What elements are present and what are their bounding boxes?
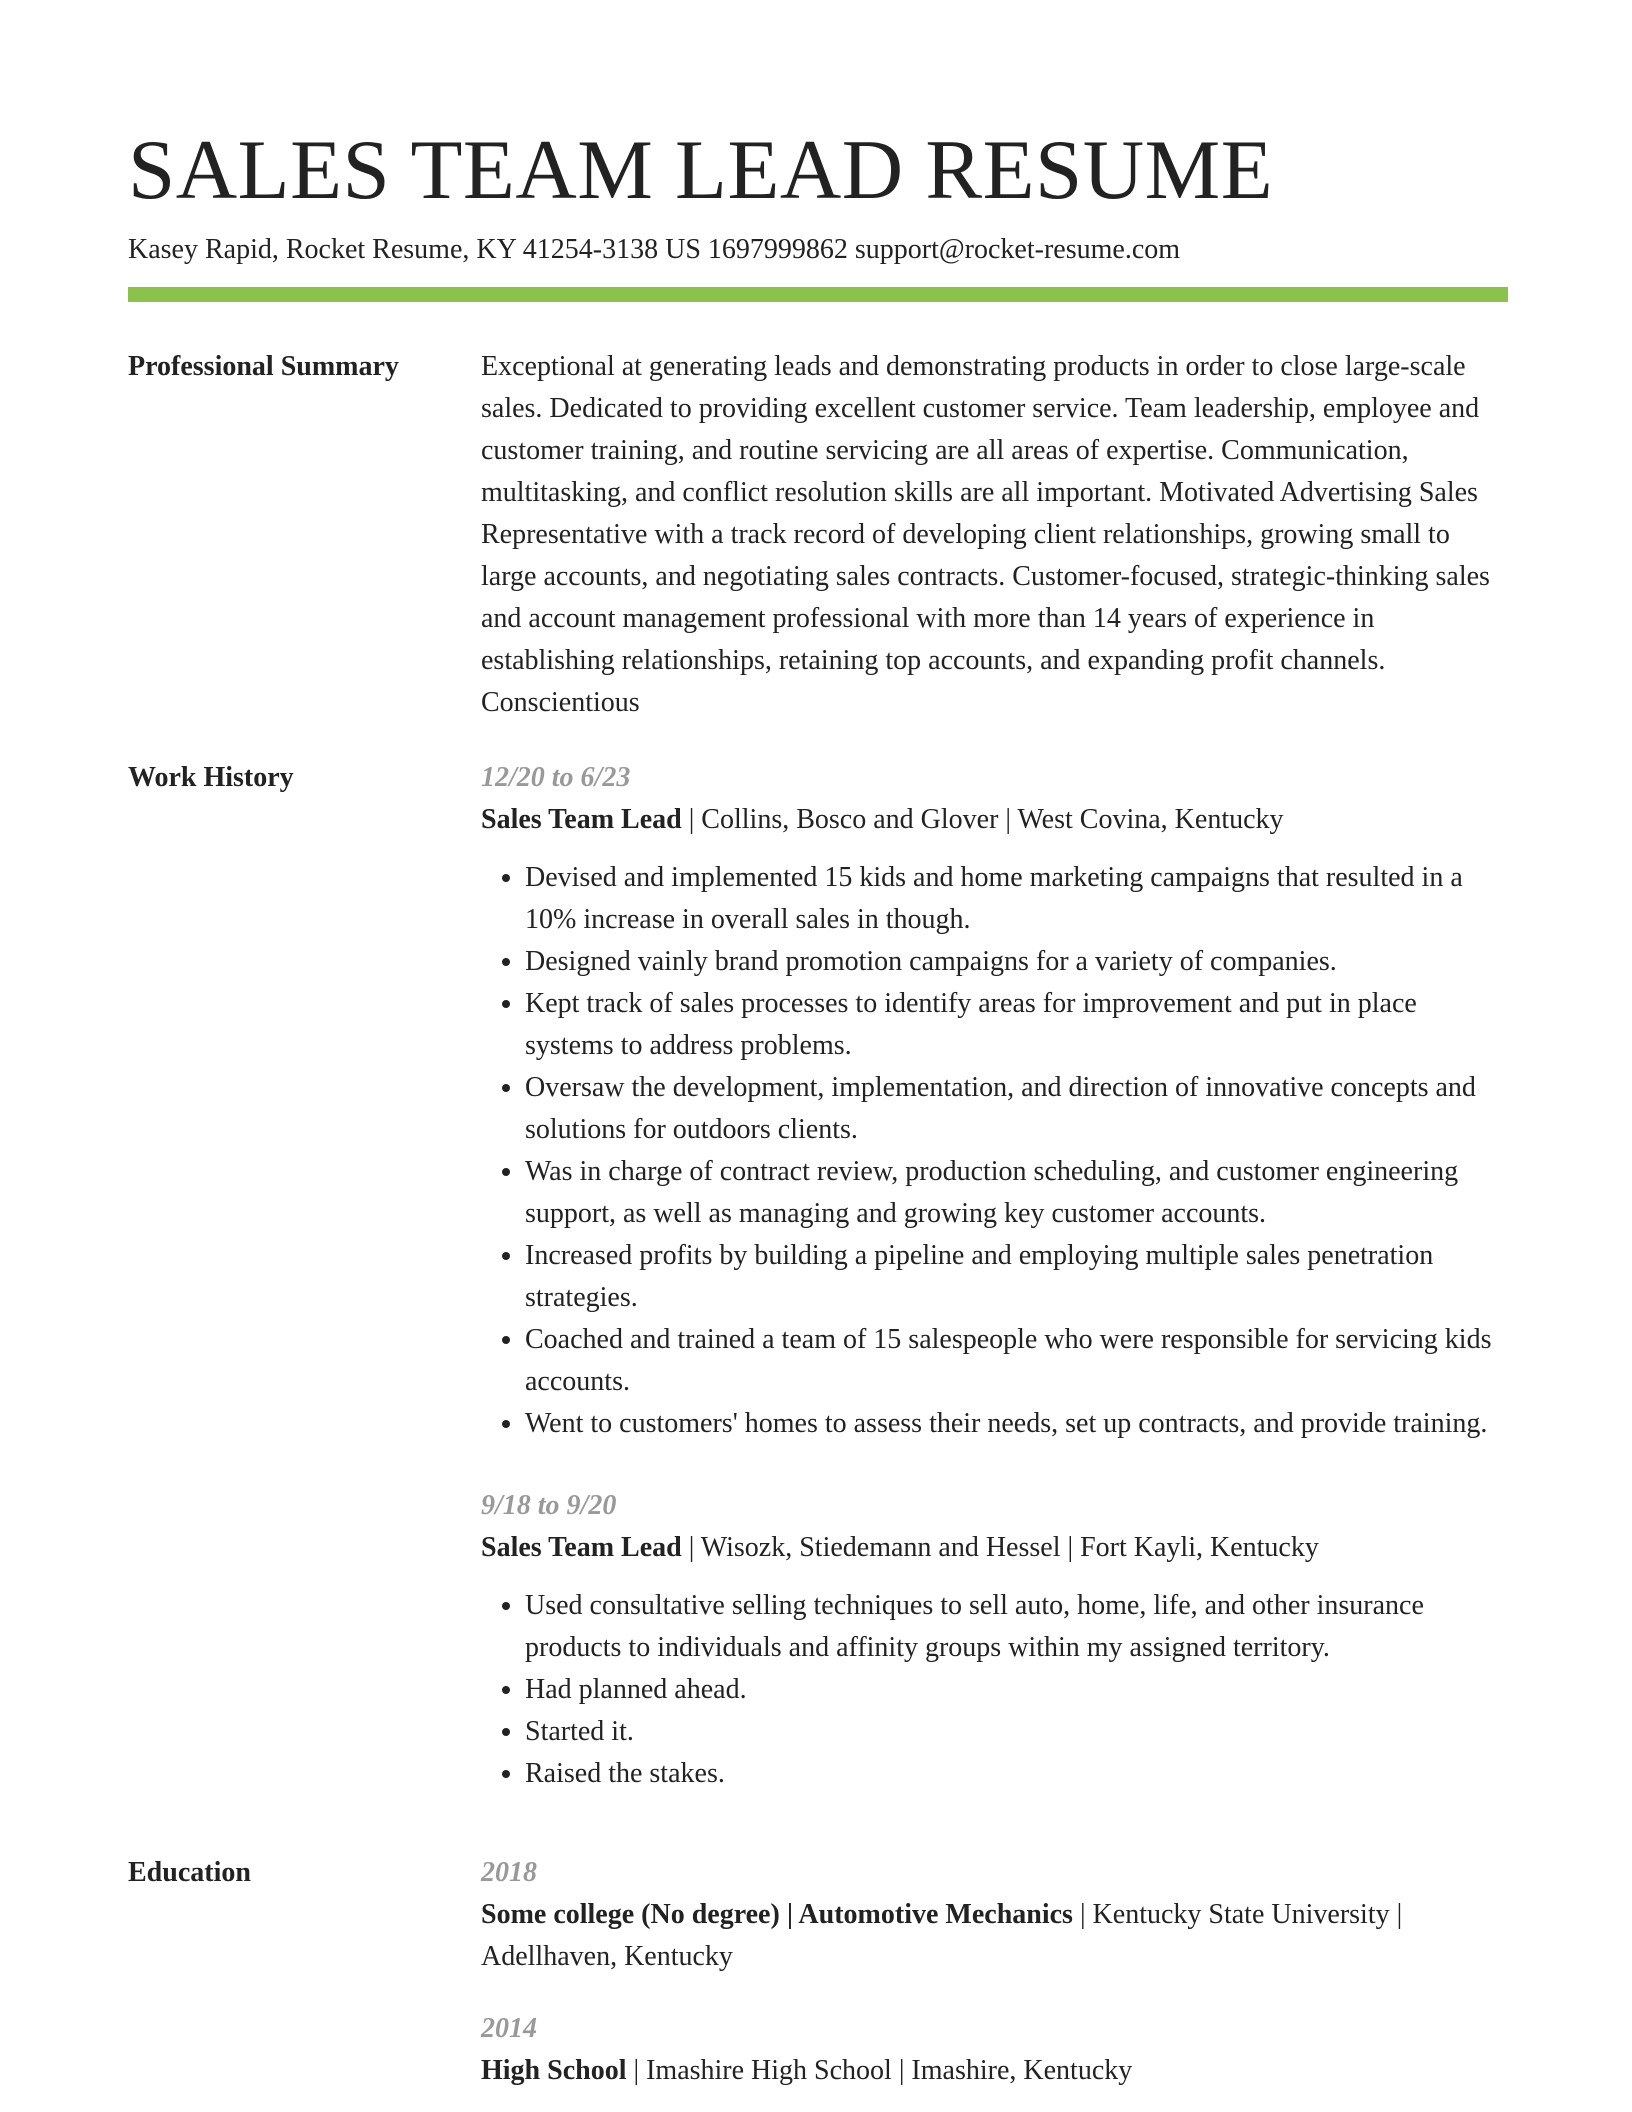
education-line <box>481 2050 1511 2092</box>
job-entry <box>481 757 1511 1445</box>
job-role-line <box>481 1527 1511 1569</box>
education-title: Some college (No degree) | Automotive Mechanics <box>481 1899 1073 1930</box>
education-details: | Imashire High School | Imashire, Kentucky <box>626 2055 1133 2086</box>
list-item: • Was in charge of contract review, production scheduling, and customer engineering support, as well as managing and growing key customer accounts. <box>525 1151 1511 1235</box>
job-bullets <box>481 857 1511 1445</box>
job-title: Sales Team Lead <box>481 804 682 835</box>
list-item: • Designed vainly brand promotion campaigns for a variety of companies. <box>525 941 1511 983</box>
job-bullets <box>481 1585 1511 1795</box>
job-details: | Collins, Bosco and Glover | West Covina, Kentucky <box>681 804 1284 835</box>
section-heading-work-history: Work History <box>128 762 294 793</box>
education-title: High School <box>481 2055 627 2086</box>
contact-line: Kasey Rapid, Rocket Resume, KY 41254-3138 US 1697999862 support@rocket-resume.com <box>128 234 1181 265</box>
list-item: • Started it. <box>525 1711 1511 1753</box>
list-item: • Kept track of sales processes to identify areas for improvement and put in place systems to address problems. <box>525 983 1511 1067</box>
summary-body <box>481 346 1511 724</box>
education-line <box>481 1894 1511 1978</box>
job-dates: 9/18 to 9/20 <box>481 1490 617 1521</box>
work-history-body <box>481 757 1511 1795</box>
section-heading-education: Education <box>128 1857 251 1888</box>
education-year: 2018 <box>481 1857 537 1888</box>
list-item: • Went to customers' homes to assess their needs, set up contracts, and provide training. <box>525 1403 1511 1445</box>
list-item: • Oversaw the development, implementation, and direction of innovative concepts and solutions for outdoors clients. <box>525 1067 1511 1151</box>
list-item: • Raised the stakes. <box>525 1753 1511 1795</box>
list-item: • Coached and trained a team of 15 salespeople who were responsible for servicing kids accounts. <box>525 1319 1511 1403</box>
section-heading-summary: Professional Summary <box>128 351 399 382</box>
list-item: • Devised and implemented 15 kids and home marketing campaigns that resulted in a 10% increase in overall sales in though. <box>525 857 1511 941</box>
page-title: SALES TEAM LEAD RESUME <box>128 123 1274 217</box>
job-details: | Wisozk, Stiedemann and Hessel | Fort Kayli, Kentucky <box>681 1532 1319 1563</box>
education-entry <box>481 2008 1511 2092</box>
summary-text: Exceptional at generating leads and demonstrating products in order to close large-scale sales. Dedicated to providing excellent customer service. Team leadership, employee and customer training, and routine servicing are all areas of expertise. Communication, multitasking, and conflict resolution skills are all important. Motivated Advertising Sales Representative with a track record of developing client relationships, growing small to large accounts, and negotiating sales contracts. Customer-focused, strategic-thinking sales and account management professional with more than 14 years of experience in establishing relationships, retaining top accounts, and expanding profit channels. Conscientious <box>481 351 1490 718</box>
education-body <box>481 1852 1511 2092</box>
list-item: • Used consultative selling techniques to sell auto, home, life, and other insurance products to individuals and affinity groups within my assigned territory. <box>525 1585 1511 1669</box>
list-item: • Increased profits by building a pipeline and employing multiple sales penetration strategies. <box>525 1235 1511 1319</box>
job-title: Sales Team Lead <box>481 1532 682 1563</box>
job-entry <box>481 1485 1511 1795</box>
list-item: • Had planned ahead. <box>525 1669 1511 1711</box>
education-entry <box>481 1852 1511 1978</box>
accent-divider <box>128 287 1508 302</box>
job-role-line <box>481 799 1511 841</box>
job-dates: 12/20 to 6/23 <box>481 762 631 793</box>
education-year: 2014 <box>481 2013 537 2044</box>
education-details: | Kentucky State University | Adellhaven, Kentucky <box>481 1899 1403 1972</box>
